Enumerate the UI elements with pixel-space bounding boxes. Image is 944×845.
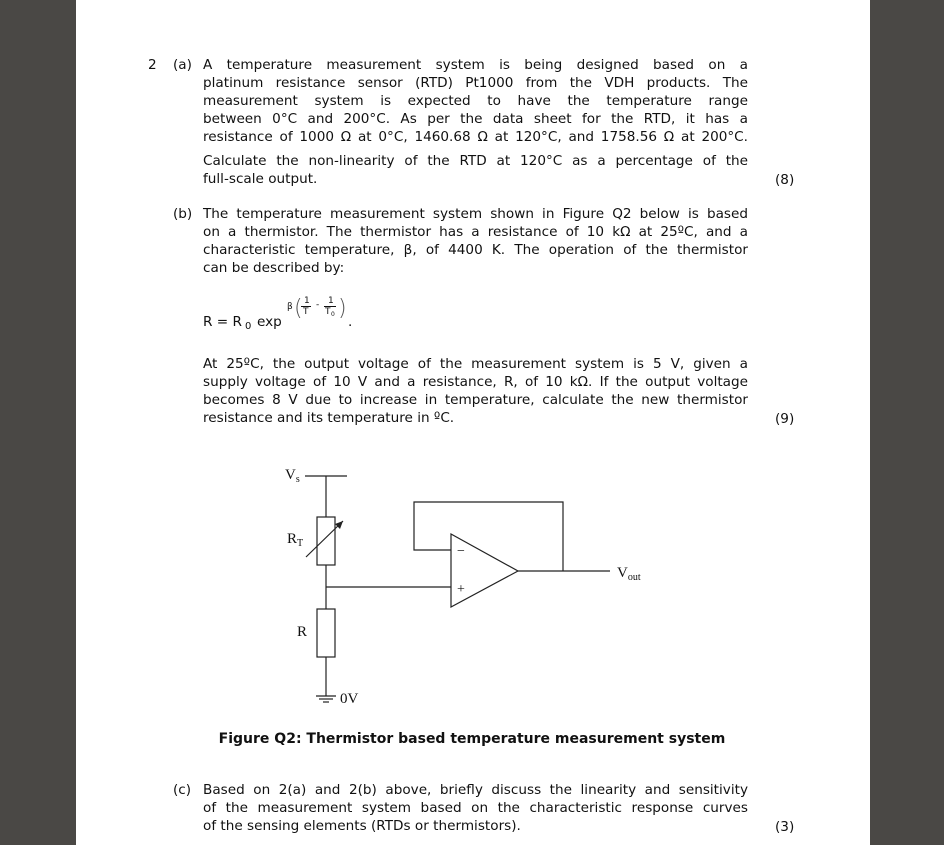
formula-denominator: T [303,307,309,317]
formula-numerator: 1 [328,296,334,306]
noninverting-input-sign: + [457,582,465,597]
thermistor-rt [317,517,335,565]
question-number: 2 [148,57,157,73]
part-a-line: platinum resistance sensor (RTD) Pt1000 from the VDH products. The [203,75,748,91]
r-label: R [297,624,308,640]
thermistor-formula: R = R 0 exp β ( 1 T - 1 T 0 ) . [203,296,353,332]
part-b-marks: (9) [775,411,795,427]
formula-beta: β [287,302,293,312]
formula-minus: - [316,300,320,310]
formula-dot: . [348,314,353,330]
formula-subscript: 0 [331,311,335,318]
part-a-line: between 0°C and 200°C. As per the data sheet for the RTD, it has a [203,111,748,127]
ground-label: 0V [340,691,359,707]
formula-exp: exp [257,314,282,330]
part-c-line: of the measurement system based on the characteristic response curves [203,800,748,816]
vout-label: $V_{out}$ [617,565,641,583]
resistor-r [317,609,335,657]
part-c-line: of the sensing elements (RTDs or thermistors). [203,818,521,834]
part-b-task: At 25ºC, the output voltage of the measurement system is 5 V, given a [203,356,748,372]
part-a-marks: (8) [775,172,795,188]
formula-denominator: T [325,307,331,317]
part-a-line: resistance of 1000 Ω at 0°C, 1460.68 Ω at 120°C, and 1758.56 Ω at 200°C. [203,129,748,145]
vs-label: $V_s$ [285,467,300,485]
formula-lhs: R = R [203,314,242,330]
part-b-line: on a thermistor. The thermistor has a resistance of 10 kΩ at 25ºC, and a [203,224,748,240]
part-c-line: Based on 2(a) and 2(b) above, briefly discuss the linearity and sensitivity [203,782,748,798]
part-b-line: can be described by: [203,260,345,276]
part-a-line: A temperature measurement system is being designed based on a [203,57,748,73]
part-a-task: full-scale output. [203,171,318,187]
rt-label: $R_T$ [287,531,304,549]
part-c-marks: (3) [775,819,795,835]
part-b-task: becomes 8 V due to increase in temperature, calculate the new thermistor [203,392,748,408]
part-b-label: (b) [173,206,193,222]
part-a-label: (a) [173,57,192,73]
part-a-line: measurement system is expected to have the temperature range [203,93,748,109]
figure-caption: Figure Q2: Thermistor based temperature measurement system [218,731,726,747]
part-a-task: Calculate the non-linearity of the RTD at 120°C as a percentage of the [203,153,748,169]
part-b-line: The temperature measurement system shown in Figure Q2 below is based [203,206,748,222]
inverting-input-sign: − [457,544,465,559]
part-b-task: supply voltage of 10 V and a resistance, R, of 10 kΩ. If the output voltage [203,374,748,390]
part-b-line: characteristic temperature, β, of 4400 K. The operation of the thermistor [203,242,748,258]
part-c-label: (c) [173,782,192,798]
formula-numerator: 1 [304,296,310,306]
formula-subscript: 0 [245,321,252,332]
feedback-wire [414,502,563,571]
part-b-task: resistance and its temperature in ºC. [203,410,455,426]
